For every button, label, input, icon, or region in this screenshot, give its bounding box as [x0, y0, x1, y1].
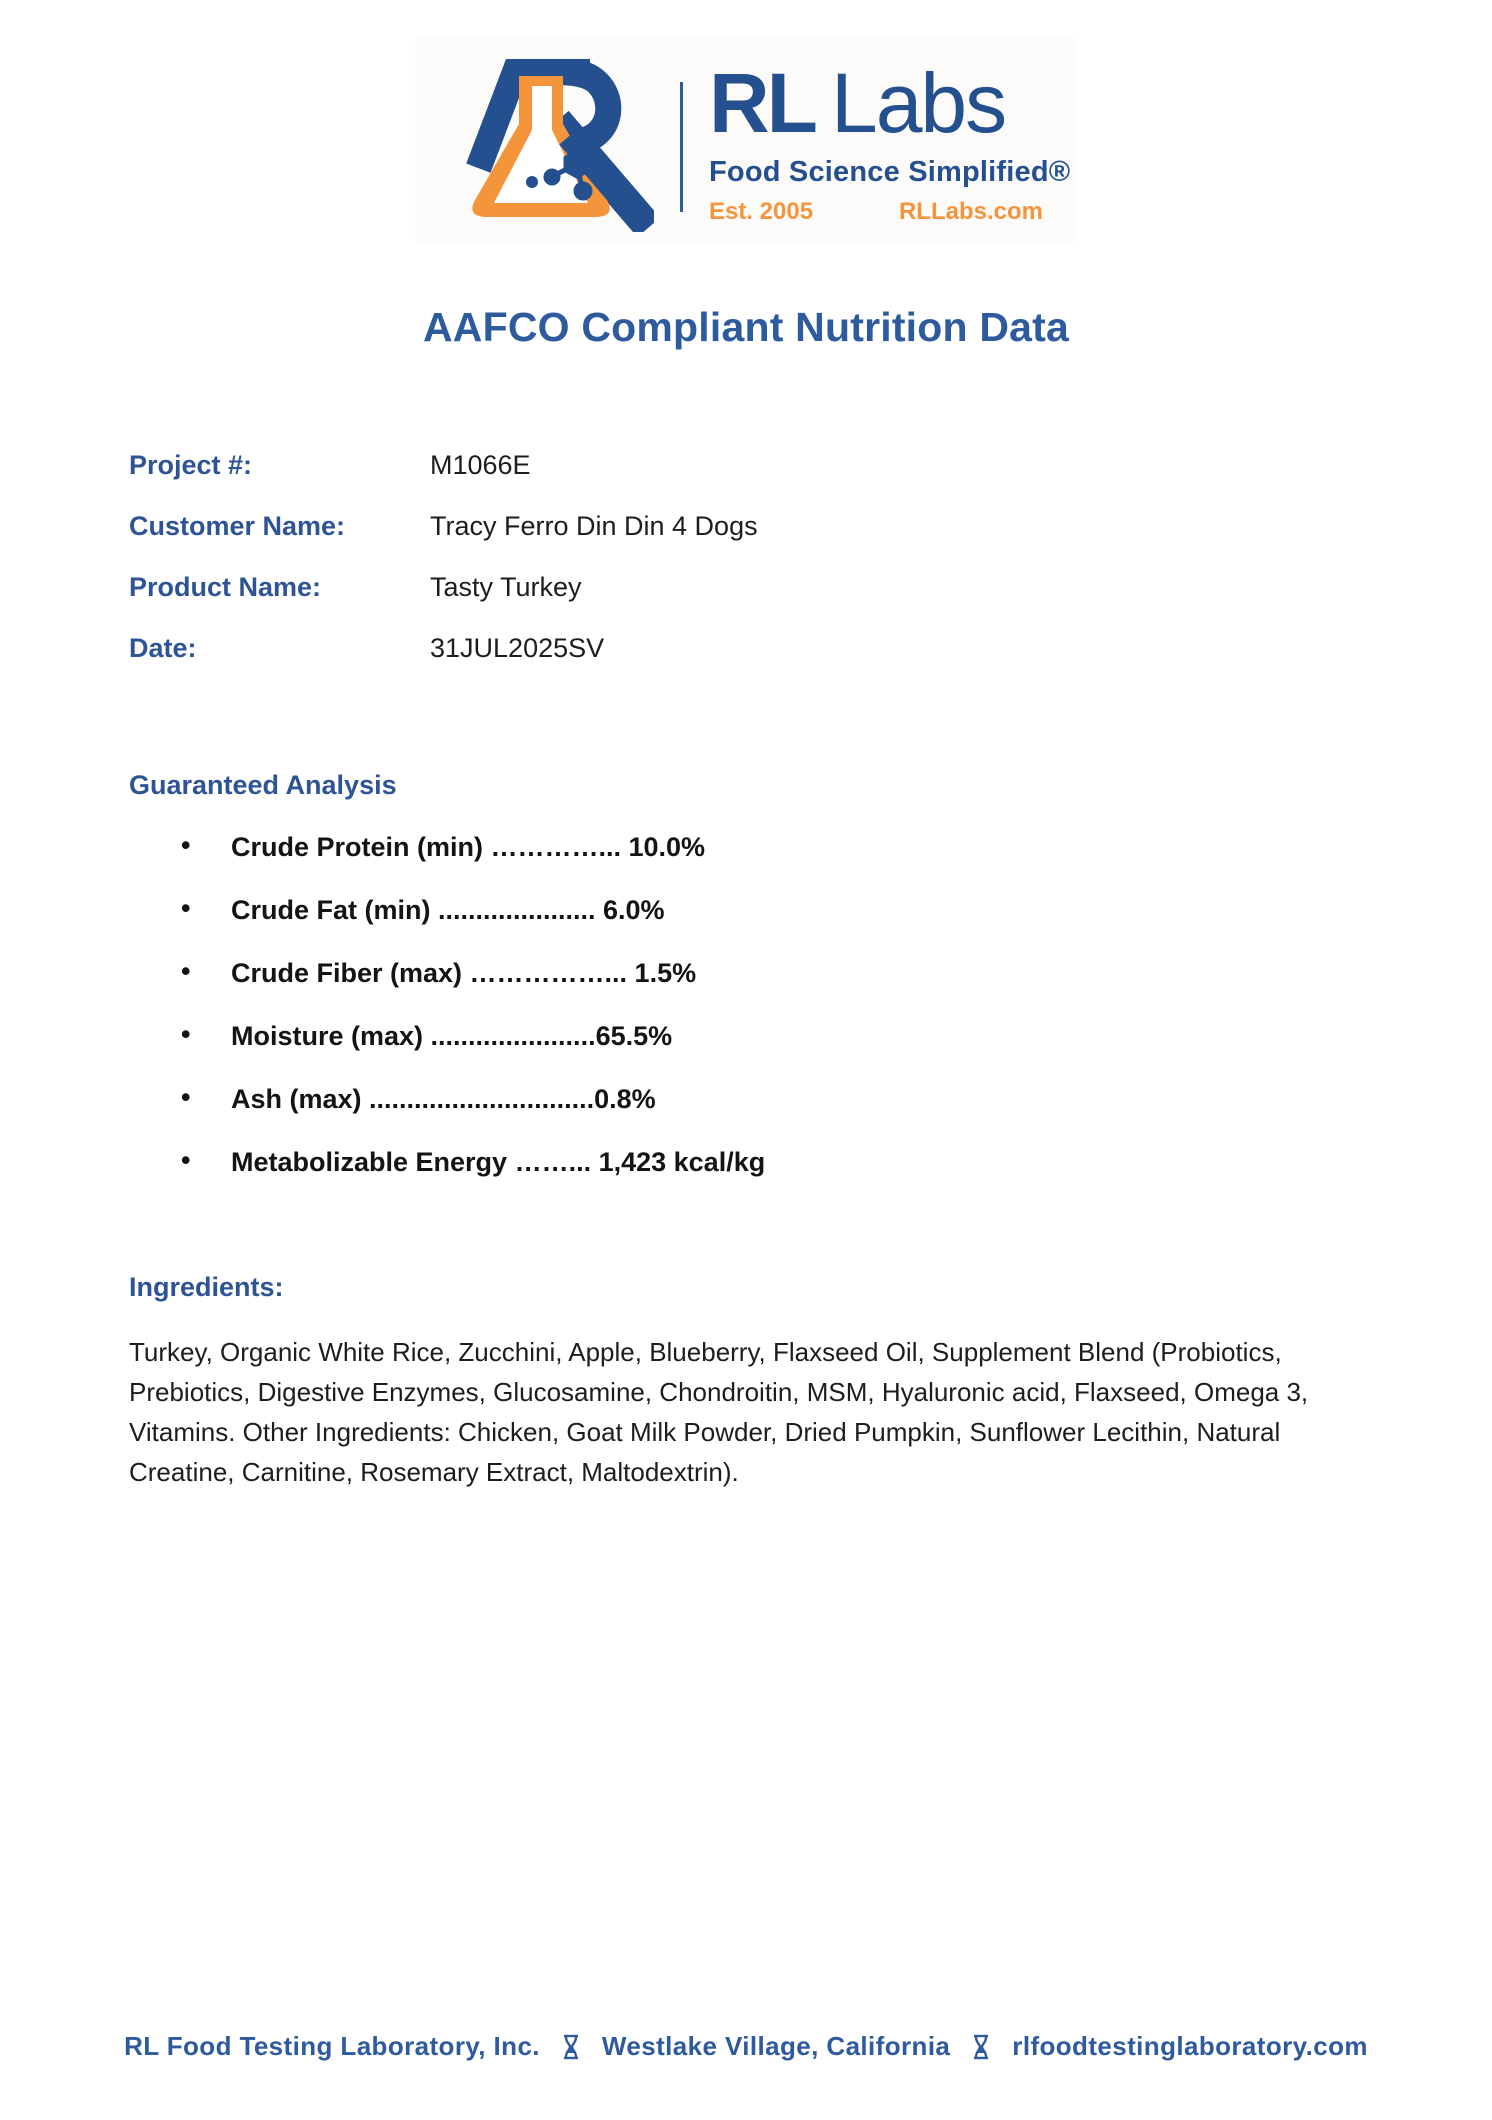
info-row-date [129, 633, 758, 664]
bullet-icon: • [181, 1082, 191, 1112]
bullet-icon: • [181, 1145, 191, 1175]
bullet-icon: • [181, 830, 191, 860]
info-label: Project #: [129, 450, 253, 480]
info-label: Product Name: [129, 572, 322, 602]
hourglass-icon [562, 2034, 580, 2060]
analysis-item-text: Crude Fiber (max) ……………... 1.5% [231, 958, 697, 988]
footer-location: Westlake Village, California [601, 2031, 951, 2061]
list-item [129, 1084, 1029, 1115]
logo-website: RLLabs.com [898, 197, 1043, 225]
project-info [129, 450, 758, 694]
logo-divider [680, 82, 683, 212]
analysis-item-text: Ash (max) ..............................0.8% [231, 1084, 656, 1114]
analysis-item-text: Moisture (max) ......................65.5% [231, 1021, 673, 1051]
info-label: Date: [129, 633, 197, 663]
list-item [129, 832, 1029, 863]
guaranteed-analysis-section [129, 770, 1029, 1210]
info-row-customer [129, 511, 758, 542]
ingredients-text: Turkey, Organic White Rice, Zucchini, Apple, Blueberry, Flaxseed Oil, Supplement Blend (Probiotics, Prebiotics, Digestive Enzymes, Glucosamine, Chondroitin, MSM, Hyaluronic acid, Flaxseed, Omega 3, Vitamins. Other Ingredients: Chicken, Goat Milk Powder, Dried Pumpkin, Sunflower Lecithin, Natural Creatine, Carnitine, Rosemary Extract, Maltodextrin). [129, 1337, 1309, 1487]
info-value: 31JUL2025SV [430, 633, 605, 663]
guaranteed-analysis-heading: Guaranteed Analysis [129, 770, 397, 800]
rl-labs-logo [415, 38, 1077, 242]
footer-company: RL Food Testing Laboratory, Inc. [124, 2031, 540, 2061]
list-item [129, 958, 1029, 989]
page-title: AAFCO Compliant Nutrition Data [422, 304, 1070, 350]
page-footer [0, 2031, 1492, 2062]
hourglass-icon [972, 2034, 990, 2060]
bullet-icon: • [181, 1019, 191, 1049]
info-value: M1066E [430, 450, 531, 480]
ingredients-section [129, 1272, 1391, 1492]
list-item [129, 1147, 1029, 1178]
analysis-item-text: Metabolizable Energy ……... 1,423 kcal/kg [231, 1147, 766, 1177]
info-value: Tasty Turkey [430, 572, 582, 602]
list-item [129, 1021, 1029, 1052]
logo-tagline: Food Science Simplified® [709, 155, 1071, 188]
guaranteed-analysis-list [129, 832, 1029, 1178]
bullet-icon: • [181, 956, 191, 986]
ingredients-heading: Ingredients: [129, 1272, 284, 1302]
bullet-icon: • [181, 893, 191, 923]
info-row-project [129, 450, 758, 481]
flask-registered-mark: ® [642, 214, 652, 229]
logo-rl-text: RL [709, 56, 815, 150]
info-row-product [129, 572, 758, 603]
footer-website: rlfoodtestinglaboratory.com [1012, 2031, 1368, 2061]
list-item [129, 895, 1029, 926]
info-value: Tracy Ferro Din Din 4 Dogs [430, 511, 758, 541]
analysis-item-text: Crude Protein (min) …………... 10.0% [231, 832, 706, 862]
logo-wordmark-block [709, 54, 1071, 226]
logo-established: Est. 2005 [709, 197, 814, 225]
logo-labs-text: Labs [830, 56, 1006, 150]
logo-meta-row [709, 198, 1043, 226]
analysis-item-text: Crude Fat (min) ..................... 6.0% [231, 895, 665, 925]
flask-r-logo-icon [449, 54, 654, 232]
logo-wordmark [709, 56, 1043, 150]
info-label: Customer Name: [129, 511, 346, 541]
